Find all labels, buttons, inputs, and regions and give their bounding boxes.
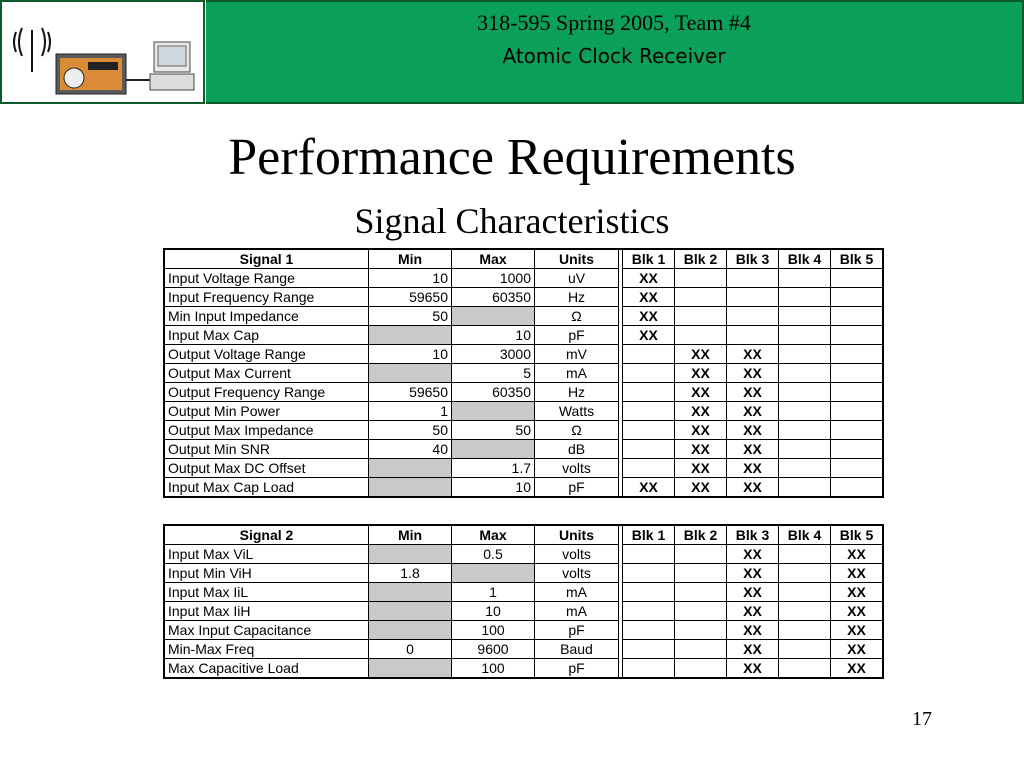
min-cell: 59650 — [369, 383, 452, 402]
col-header-blk1: Blk 1 — [623, 249, 675, 269]
blk4-cell — [779, 621, 831, 640]
blk2-cell: XX — [675, 440, 727, 459]
max-cell: 1000 — [452, 269, 535, 288]
min-cell — [369, 545, 452, 564]
table-row — [164, 326, 883, 345]
blk5-cell — [831, 345, 884, 364]
signal-name-cell: Output Min SNR — [164, 440, 369, 459]
blk3-cell — [727, 326, 779, 345]
max-cell — [452, 402, 535, 421]
col-header-blk3: Blk 3 — [727, 525, 779, 545]
header-banner — [206, 0, 1024, 104]
blk1-cell — [623, 421, 675, 440]
col-header-blk1: Blk 1 — [623, 525, 675, 545]
blk4-cell — [779, 478, 831, 498]
max-cell: 100 — [452, 621, 535, 640]
max-cell: 10 — [452, 326, 535, 345]
units-cell: mA — [535, 602, 619, 621]
signal-name-cell: Max Input Capacitance — [164, 621, 369, 640]
signal-name-cell: Input Frequency Range — [164, 288, 369, 307]
units-cell: Hz — [535, 383, 619, 402]
table-row — [164, 402, 883, 421]
col-header-min: Min — [369, 525, 452, 545]
blk4-cell — [779, 564, 831, 583]
signal-name-cell: Output Max Current — [164, 364, 369, 383]
blk3-cell: XX — [727, 421, 779, 440]
min-cell — [369, 621, 452, 640]
blk1-cell — [623, 402, 675, 421]
col-header-blk5: Blk 5 — [831, 525, 884, 545]
units-cell: mA — [535, 583, 619, 602]
signal-name-cell: Input Max ViL — [164, 545, 369, 564]
blk1-cell — [623, 659, 675, 679]
page-subtitle: Signal Characteristics — [354, 201, 670, 241]
blk5-cell — [831, 440, 884, 459]
table-row — [164, 564, 883, 583]
units-cell: pF — [535, 621, 619, 640]
max-cell: 100 — [452, 659, 535, 679]
blk3-cell: XX — [727, 383, 779, 402]
blk3-cell: XX — [727, 659, 779, 679]
max-cell: 60350 — [452, 288, 535, 307]
blk4-cell — [779, 269, 831, 288]
blk2-cell: XX — [675, 459, 727, 478]
units-cell: uV — [535, 269, 619, 288]
blk4-cell — [779, 402, 831, 421]
max-cell: 5 — [452, 364, 535, 383]
blk5-cell: XX — [831, 583, 884, 602]
page-title: Performance Requirements — [228, 129, 796, 186]
antenna-computer-logo-icon — [2, 2, 203, 102]
max-cell — [452, 564, 535, 583]
min-cell — [369, 364, 452, 383]
blk1-cell: XX — [623, 288, 675, 307]
signal-name-cell: Max Capacitive Load — [164, 659, 369, 679]
signal-name-cell: Input Max IiL — [164, 583, 369, 602]
blk2-cell: XX — [675, 478, 727, 498]
blk5-cell: XX — [831, 545, 884, 564]
table-header-row — [164, 249, 883, 269]
signal-name-cell: Input Min ViH — [164, 564, 369, 583]
col-header-blk4: Blk 4 — [779, 249, 831, 269]
blk1-cell — [623, 640, 675, 659]
min-cell — [369, 478, 452, 498]
blk4-cell — [779, 459, 831, 478]
table-row — [164, 583, 883, 602]
min-cell — [369, 583, 452, 602]
table-header-row — [164, 525, 883, 545]
units-cell: volts — [535, 459, 619, 478]
blk1-cell: XX — [623, 307, 675, 326]
col-header-blk2: Blk 2 — [675, 249, 727, 269]
blk5-cell: XX — [831, 659, 884, 679]
blk1-cell: XX — [623, 478, 675, 498]
blk1-cell — [623, 383, 675, 402]
blk3-cell: XX — [727, 602, 779, 621]
blk5-cell: XX — [831, 621, 884, 640]
blk3-cell — [727, 307, 779, 326]
col-header-signal: Signal 1 — [164, 249, 369, 269]
page-number: 17 — [912, 708, 932, 730]
blk3-cell: XX — [727, 583, 779, 602]
col-header-blk5: Blk 5 — [831, 249, 884, 269]
units-cell: Ω — [535, 307, 619, 326]
blk5-cell: XX — [831, 602, 884, 621]
blk1-cell — [623, 583, 675, 602]
blk1-cell — [623, 364, 675, 383]
table-row — [164, 307, 883, 326]
blk2-cell: XX — [675, 345, 727, 364]
units-cell: Ω — [535, 421, 619, 440]
max-cell: 9600 — [452, 640, 535, 659]
blk3-cell: XX — [727, 545, 779, 564]
blk4-cell — [779, 659, 831, 679]
min-cell: 50 — [369, 307, 452, 326]
blk3-cell: XX — [727, 564, 779, 583]
table-row — [164, 602, 883, 621]
units-cell: mV — [535, 345, 619, 364]
table-row — [164, 288, 883, 307]
project-title: Atomic Clock Receiver — [502, 44, 726, 68]
col-header-blk2: Blk 2 — [675, 525, 727, 545]
signal-name-cell: Input Max IiH — [164, 602, 369, 621]
units-cell: pF — [535, 326, 619, 345]
units-cell: Hz — [535, 288, 619, 307]
course-team-label: 318-595 Spring 2005, Team #4 — [477, 10, 751, 35]
min-cell: 0 — [369, 640, 452, 659]
signal-name-cell: Output Max DC Offset — [164, 459, 369, 478]
col-header-blk3: Blk 3 — [727, 249, 779, 269]
table-row — [164, 440, 883, 459]
blk4-cell — [779, 421, 831, 440]
min-cell — [369, 459, 452, 478]
blk4-cell — [779, 288, 831, 307]
min-cell: 1 — [369, 402, 452, 421]
min-cell — [369, 602, 452, 621]
table-row — [164, 459, 883, 478]
signal-name-cell: Min-Max Freq — [164, 640, 369, 659]
blk2-cell — [675, 659, 727, 679]
min-cell — [369, 326, 452, 345]
blk1-cell: XX — [623, 326, 675, 345]
col-header-min: Min — [369, 249, 452, 269]
blk2-cell — [675, 640, 727, 659]
min-cell: 40 — [369, 440, 452, 459]
blk1-cell — [623, 440, 675, 459]
blk4-cell — [779, 364, 831, 383]
min-cell — [369, 659, 452, 679]
blk2-cell — [675, 269, 727, 288]
min-cell: 10 — [369, 345, 452, 364]
blk2-cell — [675, 583, 727, 602]
table-row — [164, 364, 883, 383]
table-row — [164, 421, 883, 440]
blk3-cell: XX — [727, 440, 779, 459]
signal-name-cell: Input Max Cap — [164, 326, 369, 345]
min-cell: 59650 — [369, 288, 452, 307]
units-cell: Baud — [535, 640, 619, 659]
blk3-cell: XX — [727, 640, 779, 659]
max-cell: 50 — [452, 421, 535, 440]
blk4-cell — [779, 345, 831, 364]
min-cell: 10 — [369, 269, 452, 288]
blk1-cell — [623, 621, 675, 640]
blk4-cell — [779, 383, 831, 402]
blk5-cell — [831, 402, 884, 421]
blk5-cell — [831, 307, 884, 326]
blk1-cell — [623, 459, 675, 478]
units-cell: pF — [535, 659, 619, 679]
min-cell: 50 — [369, 421, 452, 440]
blk3-cell: XX — [727, 459, 779, 478]
min-cell: 1.8 — [369, 564, 452, 583]
blk3-cell: XX — [727, 478, 779, 498]
blk4-cell — [779, 545, 831, 564]
blk5-cell — [831, 383, 884, 402]
blk2-cell — [675, 545, 727, 564]
units-cell: pF — [535, 478, 619, 498]
blk2-cell — [675, 564, 727, 583]
col-header-max: Max — [452, 249, 535, 269]
col-header-signal: Signal 2 — [164, 525, 369, 545]
blk2-cell: XX — [675, 383, 727, 402]
blk4-cell — [779, 307, 831, 326]
table-row — [164, 659, 883, 679]
blk5-cell — [831, 459, 884, 478]
max-cell — [452, 307, 535, 326]
blk2-cell — [675, 621, 727, 640]
blk2-cell — [675, 307, 727, 326]
col-header-max: Max — [452, 525, 535, 545]
blk3-cell — [727, 288, 779, 307]
max-cell — [452, 440, 535, 459]
blk3-cell — [727, 269, 779, 288]
blk3-cell: XX — [727, 402, 779, 421]
col-header-units: Units — [535, 525, 619, 545]
signal-name-cell: Min Input Impedance — [164, 307, 369, 326]
blk2-cell — [675, 326, 727, 345]
blk4-cell — [779, 326, 831, 345]
blk5-cell — [831, 288, 884, 307]
max-cell: 60350 — [452, 383, 535, 402]
blk3-cell: XX — [727, 364, 779, 383]
blk4-cell — [779, 602, 831, 621]
max-cell: 10 — [452, 602, 535, 621]
blk1-cell — [623, 564, 675, 583]
blk5-cell: XX — [831, 640, 884, 659]
blk5-cell — [831, 364, 884, 383]
units-cell: Watts — [535, 402, 619, 421]
max-cell: 3000 — [452, 345, 535, 364]
signal-name-cell: Input Max Cap Load — [164, 478, 369, 498]
blk2-cell: XX — [675, 364, 727, 383]
table-row — [164, 621, 883, 640]
table-row — [164, 345, 883, 364]
blk4-cell — [779, 583, 831, 602]
signal-name-cell: Output Min Power — [164, 402, 369, 421]
col-header-blk4: Blk 4 — [779, 525, 831, 545]
blk4-cell — [779, 440, 831, 459]
blk5-cell — [831, 421, 884, 440]
team-logo — [0, 0, 205, 104]
table-row — [164, 269, 883, 288]
signal-name-cell: Output Voltage Range — [164, 345, 369, 364]
blk1-cell — [623, 345, 675, 364]
max-cell: 0.5 — [452, 545, 535, 564]
blk2-cell: XX — [675, 421, 727, 440]
units-cell: mA — [535, 364, 619, 383]
signal-name-cell: Input Voltage Range — [164, 269, 369, 288]
blk3-cell: XX — [727, 345, 779, 364]
max-cell: 1 — [452, 583, 535, 602]
max-cell: 10 — [452, 478, 535, 498]
blk2-cell — [675, 288, 727, 307]
col-header-units: Units — [535, 249, 619, 269]
blk3-cell: XX — [727, 621, 779, 640]
blk5-cell — [831, 478, 884, 498]
blk2-cell — [675, 602, 727, 621]
blk1-cell — [623, 602, 675, 621]
signal-2-table — [163, 524, 884, 679]
table-row — [164, 478, 883, 498]
table-row — [164, 545, 883, 564]
blk1-cell: XX — [623, 269, 675, 288]
blk5-cell — [831, 269, 884, 288]
units-cell: volts — [535, 564, 619, 583]
signal-1-table — [163, 248, 884, 498]
blk2-cell: XX — [675, 402, 727, 421]
units-cell: dB — [535, 440, 619, 459]
blk1-cell — [623, 545, 675, 564]
blk4-cell — [779, 640, 831, 659]
max-cell: 1.7 — [452, 459, 535, 478]
signal-name-cell: Output Frequency Range — [164, 383, 369, 402]
table-row — [164, 383, 883, 402]
table-row — [164, 640, 883, 659]
blk5-cell: XX — [831, 564, 884, 583]
blk5-cell — [831, 326, 884, 345]
signal-name-cell: Output Max Impedance — [164, 421, 369, 440]
units-cell: volts — [535, 545, 619, 564]
